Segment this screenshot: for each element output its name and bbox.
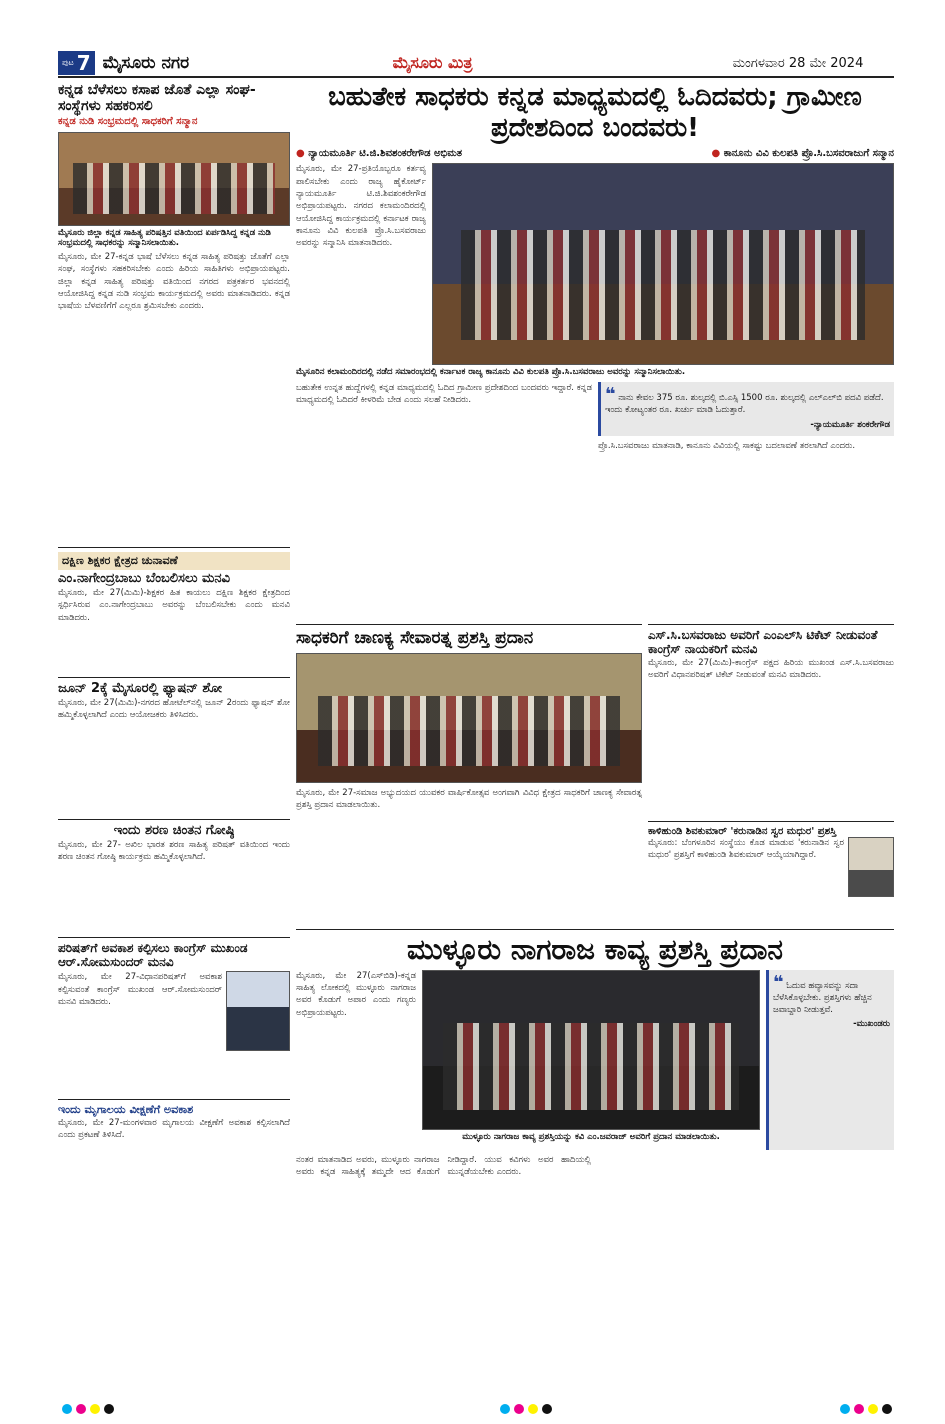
story-headline: ಜೂನ್ 2ಕ್ಕೆ ಮೈಸೂರಲ್ಲಿ ಫ್ಯಾಷನ್ ಶೋ [58,680,223,696]
story-body: ಮೈಸೂರು, ಮೇ 27-ಸಮಾಜ ಅಭ್ಯುದಯದ ಯುವಕರ ವಾರ್ಷಿಕೋತ್ಸವ ಅಂಗವಾಗಿ ವಿವಿಧ ಕ್ಷೇತ್ರದ ಸಾಧಕರಿಗೆ ಚಾಣಕ್ಯ ಸೇವಾರತ್ನ ಪ್ರಶಸ್ತಿ ಪ್ರದಾನ ಮಾಡಲಾಯಿತು. [296,787,642,810]
story-photo [296,653,642,783]
quote-icon: ❝ [773,971,784,993]
story-headline: ಪರಿಷತ್‌ಗೆ ಅವಕಾಶ ಕಲ್ಪಿಸಲು ಕಾಂಗ್ರೆಸ್ ಮುಖಂಡ ಆರ್.ಸೋಮಸುಂದರ್ ಮನವಿ [58,940,248,969]
story-headline: ಎಸ್.ಸಿ.ಬಸವರಾಜು ಅವರಿಗೆ ಎಂಎಲ್‌ಸಿ ಟಿಕೆಟ್ ನೀಡುವಂತೆ ಕಾಂಗ್ರೆಸ್ ನಾಯಕರಿಗೆ ಮನವಿ [648,628,878,656]
registration-mark [868,1404,878,1414]
registration-mark [882,1404,892,1414]
registration-mark [542,1404,552,1414]
registration-mark [90,1404,100,1414]
lead-subhead-right: ● ಕಾನೂನು ವಿವಿ ಕುಲಪತಿ ಪ್ರೊ.ಸಿ.ಬಸವರಾಜುಗೆ ಸನ್ಮಾನ [711,148,894,160]
story-photo [58,132,290,226]
pull-quote: ❝ ಓದುವ ಹವ್ಯಾಸವನ್ನು ಸದಾ ಬೆಳೆಸಿಕೊಳ್ಳಬೇಕು. ಪ್ರಶಸ್ತಿಗಳು ಹೆಚ್ಚಿನ ಜವಾಬ್ದಾರಿ ನೀಡುತ್ತವೆ. -ಮುಖಂಡರು [766,970,894,1150]
registration-mark [62,1404,72,1414]
story-headline: ಕನ್ನಡ ಬೆಳೆಸಲು ಕಸಾಪ ಜೊತೆ ಎಲ್ಲಾ ಸಂಘ-ಸಂಸ್ಥೆಗಳು ಸಹಕರಿಸಲಿ [58,82,256,115]
story-headline: ಇಂದು ಮೃಗಾಲಯ ವೀಕ್ಷಣೆಗೆ ಅವಕಾಶ [58,1103,194,1117]
story-body: ಮೈಸೂರು: ಬೆಂಗಳೂರಿನ ಸಂಸ್ಥೆಯು ಕೊಡ ಮಾಡುವ 'ಕರುನಾಡಿನ ಸ್ವರ ಮಧುರ' ಪ್ರಶಸ್ತಿಗೆ ಕಾಳಿಹುಂಡಿ ಶಿವಕುಮಾರ್ ಆಯ್ಕೆಯಾಗಿದ್ದಾರೆ. [648,838,844,861]
registration-mark [104,1404,114,1414]
story-headline: ಮುಳ್ಳೂರು ನಾಗರಾಜ ಕಾವ್ಯ ಪ್ರಶಸ್ತಿ ಪ್ರದಾನ [406,932,783,966]
section-title: ಮೈಸೂರು ನಗರ [102,53,190,73]
left-column [58,82,290,1173]
registration-mark [854,1404,864,1414]
photo-caption: ಮೈಸೂರು ಜಿಲ್ಲಾ ಕನ್ನಡ ಸಾಹಿತ್ಯ ಪರಿಷತ್ತಿನ ವತಿಯಿಂದ ಏರ್ಪಡಿಸಿದ್ದ ಕನ್ನಡ ನುಡಿ ಸಂಭ್ರಮದಲ್ಲಿ ಸಾಧಕರನ್ನು ಸನ್ಮಾನಿಸಲಾಯಿತು. [58,227,271,249]
lead-subhead-left: ● ನ್ಯಾಯಮೂರ್ತಿ ಟಿ.ಜಿ.ಶಿವಶಂಕರೇಗೌಡ ಅಭಿಮತ [296,148,463,160]
story-body: ಮೈಸೂರು, ಮೇ 27-ಪ್ರತಿಯೊಬ್ಬರೂ ಕರ್ತವ್ಯ ಪಾಲಿಸಬೇಕು ಎಂದು ರಾಜ್ಯ ಹೈಕೋರ್ಟ್ ನ್ಯಾಯಮೂರ್ತಿ ಟಿ.ಜಿ.ಶಿವಶಂಕರೇಗೌಡ ಅಭಿಪ್ರಾಯಪಟ್ಟರು. ನಗರದ ಕಲಾಮಂದಿರದಲ್ಲಿ ಆಯೋಜಿಸಿದ್ದ ಕಾರ್ಯಕ್ರಮದಲ್ಲಿ ಕರ್ನಾಟಕ ರಾಜ್ಯ ಕಾನೂನು ವಿವಿ ಕುಲಪತಿ ಪ್ರೊ.ಸಿ.ಬಸವರಾಜು ಅವರನ್ನು ಸನ್ಮಾನಿಸಿ ಮಾತನಾಡಿದರು. [296,164,426,249]
page-number: 7 [76,51,91,75]
story-body: ಮೈಸೂರು, ಮೇ 27-ವಿಧಾನಪರಿಷತ್‌ಗೆ ಅವಕಾಶ ಕಲ್ಪಿಸುವಂತೆ ಕಾಂಗ್ರೆಸ್ ಮುಖಂಡ ಆರ್.ಸೋಮಸುಂದರ್ ಮನವಿ ಮಾಡಿದರು. [58,972,222,1007]
story-body: ಮೈಸೂರು, ಮೇ 27(ಮಿಮಿ)-ನಗರದ ಹೋಟೆಲ್‌ನಲ್ಲಿ ಜೂನ್ 2ರಂದು ಫ್ಯಾಷನ್ ಶೋ ಹಮ್ಮಿಕೊಳ್ಳಲಾಗಿದೆ ಎಂದು ಆಯೋಜಕರು ತಿಳಿಸಿದರು. [58,697,290,721]
story-headline: ಇಂದು ಶರಣ ಚಿಂತನ ಗೋಷ್ಠಿ [113,822,235,838]
story-headline: ಕಾಳಿಹುಂಡಿ ಶಿವಕುಮಾರ್ 'ಕರುನಾಡಿನ ಸ್ವರ ಮಧುರ' ಪ್ರಶಸ್ತಿ [648,825,837,837]
story-body: ಮೈಸೂರು, ಮೇ 27(ಮಿಮಿ)-ಶಿಕ್ಷಕರ ಹಿತ ಕಾಯಲು ದಕ್ಷಿಣ ಶಿಕ್ಷಕರ ಕ್ಷೇತ್ರದಿಂದ ಸ್ಪರ್ಧಿಸಿರುವ ಎಂ.ನಾಗೇಂದ್ರಬಾಬು ಅವರನ್ನು ಬೆಂಬಲಿಸಬೇಕು ಎಂದು ಮನವಿ ಮಾಡಿದರು. [58,587,290,623]
story-photo [422,970,760,1130]
photo-caption: ಮುಳ್ಳೂರು ನಾಗರಾಜ ಕಾವ್ಯ ಪ್ರಶಸ್ತಿಯನ್ನು ಕವಿ ಎಂ.ಜವರಾಜ್ ಅವರಿಗೆ ಪ್ರದಾನ ಮಾಡಲಾಯಿತು. [462,1131,720,1142]
story-body: ಮೈಸೂರು, ಮೇ 27-ಕನ್ನಡ ಭಾಷೆ ಬೆಳೆಸಲು ಕನ್ನಡ ಸಾಹಿತ್ಯ ಪರಿಷತ್ತು ಜೊತೆಗೆ ಎಲ್ಲಾ ಸಂಘ, ಸಂಸ್ಥೆಗಳು ಸಹಕರಿಸಬೇಕು ಎಂದು ಹಿರಿಯ ಸಾಹಿತಿಗಳು ಅಭಿಪ್ರಾಯಪಟ್ಟರು. ಜಿಲ್ಲಾ ಕನ್ನಡ ಸಾಹಿತ್ಯ ಪರಿಷತ್ತು ವತಿಯಿಂದ ನಗರದ ಪತ್ರಕರ್ತರ ಭವನದಲ್ಲಿ ಆಯೋಜಿಸಿದ್ದ ಕನ್ನಡ ನುಡಿ ಸಂಭ್ರಮ ಕಾರ್ಯಕ್ರಮದಲ್ಲಿ ಅವರು ಮಾತನಾಡಿದರು. ಕನ್ನಡ ಭಾಷೆಯ ಬೆಳವಣಿಗೆಗೆ ಎಲ್ಲರೂ ಶ್ರಮಿಸಬೇಕು ಎಂದರು. [58,251,290,312]
registration-mark [500,1404,510,1414]
story-kicker: ಕನ್ನಡ ನುಡಿ ಸಂಭ್ರಮದಲ್ಲಿ ಸಾಧಕರಿಗೆ ಸನ್ಮಾನ [58,116,198,128]
page-number-box [58,51,95,75]
photo-caption: ಮೈಸೂರಿನ ಕಲಾಮಂದಿರದಲ್ಲಿ ನಡೆದ ಸಮಾರಂಭದಲ್ಲಿ ಕರ್ನಾಟಕ ರಾಜ್ಯ ಕಾನೂನು ವಿವಿ ಕುಲಪತಿ ಪ್ರೊ.ಸಿ.ಬಸವರಾಜು ಅವರನ್ನು ಸನ್ಮಾನಿಸಲಾಯಿತು. [296,367,686,378]
issue-date: ಮಂಗಳವಾರ 28 ಮೇ 2024 [732,55,864,71]
story-body: ಮೈಸೂರು, ಮೇ 27(ಎಸ್‌ಬಿಡಿ)-ಕನ್ನಡ ಸಾಹಿತ್ಯ ಲೋಕದಲ್ಲಿ ಮುಳ್ಳೂರು ನಾಗರಾಜ ಅವರ ಕೊಡುಗೆ ಅಪಾರ ಎಂದು ಗಣ್ಯರು ಅಭಿಪ್ರಾಯಪಟ್ಟರು. [296,970,416,1018]
quote-icon: ❝ [605,384,616,405]
section-banner: ದಕ್ಷಿಣ ಶಿಕ್ಷಕರ ಕ್ಷೇತ್ರದ ಚುನಾವಣೆ [58,552,290,570]
story-headline: ಸಾಧಕರಿಗೆ ಚಾಣಕ್ಯ ಸೇವಾರತ್ನ ಪ್ರಶಸ್ತಿ ಪ್ರದಾನ [296,628,534,648]
page-label: ಪುಟ [62,58,74,67]
story-body: ಪ್ರೊ.ಸಿ.ಬಸವರಾಜು ಮಾತನಾಡಿ, ಕಾನೂನು ವಿವಿಯಲ್ಲಿ ಸಾಕಷ್ಟು ಬದಲಾವಣೆ ತರಲಾಗಿದೆ ಎಂದರು. [598,440,856,451]
story-body: ಮೈಸೂರು, ಮೇ 27-ಮಂಗಳವಾರ ಮೃಗಾಲಯ ವೀಕ್ಷಣೆಗೆ ಅವಕಾಶ ಕಲ್ಪಿಸಲಾಗಿದೆ ಎಂದು ಪ್ರಕಟಣೆ ತಿಳಿಸಿದೆ. [58,1117,290,1141]
story-body: ನಂತರ ಮಾತನಾಡಿದ ಅವರು, ಮುಳ್ಳೂರು ನಾಗರಾಜ ಅವರು ಕನ್ನಡ ಸಾಹಿತ್ಯಕ್ಕೆ ತಮ್ಮದೇ ಆದ ಕೊಡುಗೆ ನೀಡಿದ್ದಾರೆ. ಯುವ ಕವಿಗಳು ಅವರ ಹಾದಿಯಲ್ಲಿ ಮುನ್ನಡೆಯಬೇಕು ಎಂದರು. [296,1154,591,1178]
lead-photo [432,163,894,365]
pull-quote: ❝ ನಾನು ಕೇವಲ 375 ರೂ. ಶುಲ್ಕದಲ್ಲಿ ಬಿ.ಎಸ್ಸಿ 1500 ರೂ. ಶುಲ್ಕದಲ್ಲಿ ಎಲ್‌ಎಲ್‌ಬಿ ಪದವಿ ಪಡೆದೆ. ಇಂದು ಕೋಟ್ಯಂತರ ರೂ. ಖರ್ಚು ಮಾಡಿ ಓದುತ್ತಾರೆ. -ನ್ಯಾಯಮೂರ್ತಿ ಶಂಕರೇಗೌಡ [598,382,894,436]
masthead [58,50,894,78]
registration-mark [76,1404,86,1414]
story-headline: ಎಂ.ನಾಗೇಂದ್ರಬಾಬು ಬೆಂಬಲಿಸಲು ಮನವಿ [58,570,231,586]
story-body: ಮೈಸೂರು, ಮೇ 27(ಮಿಮಿ)-ಕಾಂಗ್ರೆಸ್ ಪಕ್ಷದ ಹಿರಿಯ ಮುಖಂಡ ಎಸ್.ಸಿ.ಬಸವರಾಜು ಅವರಿಗೆ ವಿಧಾನಪರಿಷತ್ ಟಿಕೆಟ್ ನೀಡುವಂತೆ ಮನವಿ ಮಾಡಿದರು. [648,657,894,680]
paper-name: ಮೈಸೂರು ಮಿತ್ರ [392,53,473,72]
portrait-photo [848,837,894,897]
story-body: ಬಹುತೇಕ ಉನ್ನತ ಹುದ್ದೆಗಳಲ್ಲಿ ಕನ್ನಡ ಮಾಧ್ಯಮದಲ್ಲಿ ಓದಿದ ಗ್ರಾಮೀಣ ಪ್ರದೇಶದಿಂದ ಬಂದವರು ಇದ್ದಾರೆ. ಕನ್ನಡ ಮಾಧ್ಯಮದಲ್ಲಿ ಓದಿದರೆ ಕೀಳರಿಮೆ ಬೇಡ ಎಂದು ಸಲಹೆ ನೀಡಿದರು. [296,383,592,406]
portrait-photo [226,971,290,1051]
registration-mark [514,1404,524,1414]
registration-mark [528,1404,538,1414]
lead-headline: ಬಹುತೇಕ ಸಾಧಕರು ಕನ್ನಡ ಮಾಧ್ಯಮದಲ್ಲಿ ಓದಿದವರು; ಗ್ರಾಮೀಣ ಪ್ರದೇಶದಿಂದ ಬಂದವರು! [328,82,862,144]
registration-mark [840,1404,850,1414]
right-column [296,82,894,1274]
story-body: ಮೈಸೂರು, ಮೇ 27- ಅಖಿಲ ಭಾರತ ಶರಣ ಸಾಹಿತ್ಯ ಪರಿಷತ್ ವತಿಯಿಂದ ಇಂದು ಶರಣ ಚಿಂತನ ಗೋಷ್ಠಿ ಕಾರ್ಯಕ್ರಮ ಹಮ್ಮಿಕೊಳ್ಳಲಾಗಿದೆ. [58,839,290,863]
